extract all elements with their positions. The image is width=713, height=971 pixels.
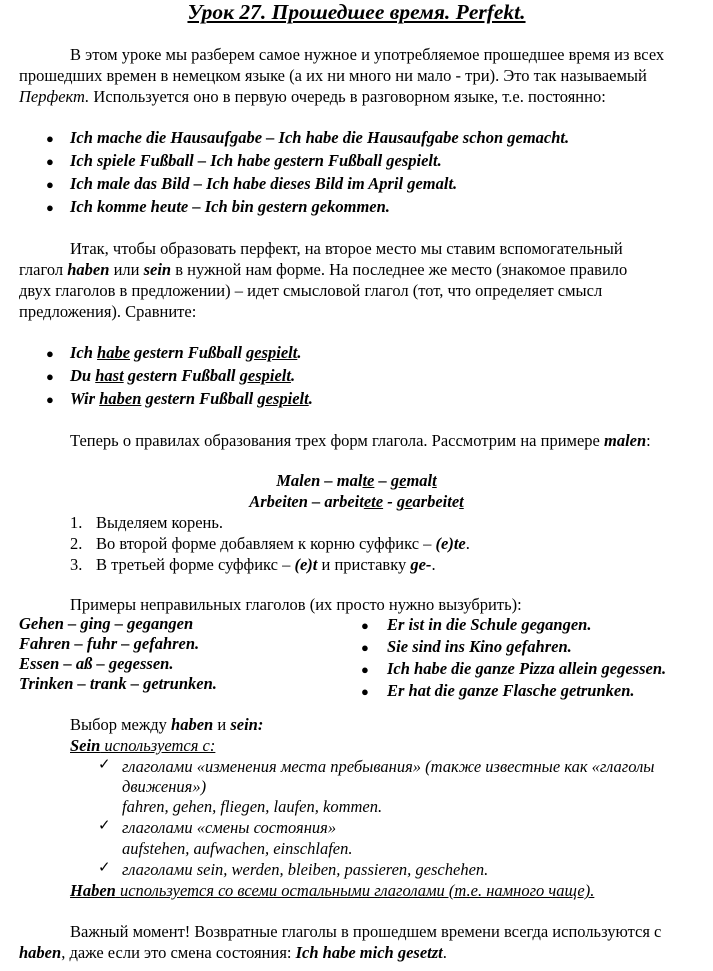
example-item: Ich komme heute – Ich bin gestern gekommen. <box>70 197 390 216</box>
bullet-icon: ● <box>46 131 54 146</box>
rule-line-1: Итак, чтобы образовать перфект, на второе место мы ставим вспомогательный <box>70 239 623 258</box>
forms-intro: Теперь о правилах образования трех форм глагола. Рассмотрим на примере malen: <box>70 431 651 450</box>
example-item: Ich mache die Hausaufgabe – Ich habe die Hausaufgabe schon gemacht. <box>70 128 570 147</box>
sein-rule-1-verbs: fahren, gehen, fliegen, laufen, kommen. <box>122 797 383 816</box>
sein-rule-1: глаголами «изменения места пребывания» (также известные как «глаголы <box>122 757 655 776</box>
rule-line-3: двух глаголов в предложении) – идет смысловой глагол (тот, что определяет смысл <box>19 281 603 300</box>
perfekt-term: Перфект. <box>19 87 90 106</box>
step-text: В третьей форме суффикс – (e)t и приставку ge-. <box>96 555 436 574</box>
checkmark-icon: ✓ <box>98 818 111 834</box>
example-item: Ich spiele Fußball – Ich habe gestern Fußball gespielt. <box>70 151 442 170</box>
irregular-example: Er hat die ganze Flasche getrunken. <box>387 681 635 700</box>
bullet-icon: ● <box>46 369 54 384</box>
sein-rule-1-cont: движения») <box>122 777 207 796</box>
irregular-verb: Gehen – ging – gegangen <box>19 614 194 633</box>
checkmark-icon: ✓ <box>98 757 111 773</box>
example-comparison: Du hast gestern Fußball gespielt. <box>70 366 296 385</box>
haben-usage: Haben используется со всеми остальными глаголами (т.е. намного чаще). <box>70 881 595 900</box>
bullet-icon: ● <box>361 618 369 633</box>
sein-rule-2-verbs: aufstehen, aufwachen, einschlafen. <box>122 839 353 858</box>
haben-word: haben <box>67 260 110 279</box>
sein-rule-2: глаголами «смены состояния» <box>122 818 337 837</box>
irregular-example: Ich habe die ganze Pizza allein gegessen. <box>387 659 667 678</box>
choice-heading: Выбор между haben и sein: <box>70 715 264 734</box>
example-item: Ich male das Bild – Ich habe dieses Bild im April gemalt. <box>70 174 458 193</box>
sein-word: sein <box>143 260 172 279</box>
checkmark-icon: ✓ <box>98 860 111 876</box>
step-number: 3. <box>70 555 83 574</box>
intro-line-3-text: Используется оно в первую очередь в разговорном языке, т.е. постоянно: <box>89 87 606 106</box>
page-title: Урок 27. Прошедшее время. Perfekt. <box>187 0 526 24</box>
bullet-icon: ● <box>46 392 54 407</box>
step-text: Выделяем корень. <box>96 513 224 532</box>
intro-line-1: В этом уроке мы разберем самое нужное и употребляемое прошедшее время из всех <box>70 45 665 64</box>
bullet-icon: ● <box>46 177 54 192</box>
step-number: 2. <box>70 534 83 553</box>
important-line-2: haben, даже если это смена состояния: Ich habe mich gesetzt. <box>19 943 447 962</box>
irregular-intro: Примеры неправильных глаголов (их просто нужно вызубрить): <box>70 595 522 614</box>
intro-line-3 <box>19 86 606 107</box>
intro-line-2: прошедших времен в немецком языке (а их ни много ни мало - три). Это так называемый <box>19 66 647 85</box>
bullet-icon: ● <box>361 684 369 699</box>
bullet-icon: ● <box>46 346 54 361</box>
irregular-verb: Trinken – trank – getrunken. <box>19 674 217 693</box>
example-comparison: Wir haben gestern Fußball gespielt. <box>70 389 313 408</box>
important-line-1: Важный момент! Возвратные глаголы в прошедшем времени всегда используются с <box>70 922 662 941</box>
bullet-icon: ● <box>361 662 369 677</box>
bullet-icon: ● <box>46 154 54 169</box>
example-comparison: Ich habe gestern Fußball gespielt. <box>70 343 302 362</box>
forms-line-malen: Malen – malte – gemalt <box>276 471 437 490</box>
sein-rule-3: глаголами sein, werden, bleiben, passieren, geschehen. <box>122 860 489 879</box>
forms-line-arbeiten: Arbeiten – arbeitete - gearbeitet <box>249 492 464 511</box>
bullet-icon: ● <box>361 640 369 655</box>
rule-line-4: предложения). Сравните: <box>19 302 197 321</box>
irregular-example: Sie sind ins Kino gefahren. <box>387 637 572 656</box>
sein-usage-heading: Sein используется с: <box>70 736 216 755</box>
step-number: 1. <box>70 513 83 532</box>
step-text: Во второй форме добавляем к корню суффикс – (e)te. <box>96 534 470 553</box>
rule-line-2: глагол haben или sein в нужной нам форме. На последнее же место (знакомое правило <box>19 260 628 279</box>
bullet-icon: ● <box>46 200 54 215</box>
irregular-verb: Essen – aß – gegessen. <box>19 654 174 673</box>
irregular-example: Er ist in die Schule gegangen. <box>387 615 592 634</box>
irregular-verb: Fahren – fuhr – gefahren. <box>19 634 200 653</box>
